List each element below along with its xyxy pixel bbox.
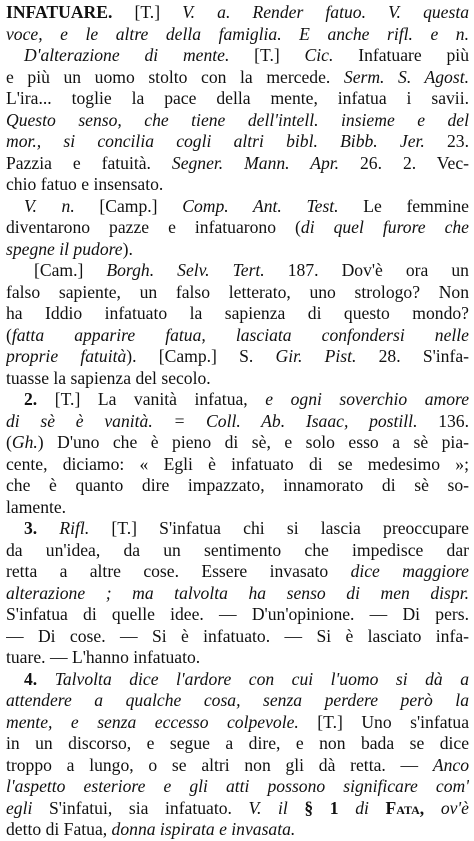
text-line [6,303,469,325]
text-segment: Le femmine [338,195,469,216]
text-segment: fatta apparire fatua, lasciata confondersi nelle [11,324,469,345]
text-segment: ). [Camp.] S. [126,346,276,366]
text-segment: e più un uomo stolto con la mercede. [6,66,344,87]
text-line [6,217,469,239]
text-line [6,153,469,175]
text-line [6,389,469,411]
text-segment: D'alterazione di mente. [24,45,230,65]
text-segment: — Di cose. — Si è infatuato. — Si è lasciato infa- [6,625,469,646]
text-segment: cente, diciamo: « Egli è infatuato di se medesimo »; [6,453,469,474]
text-segment: 26. 2. Vec- [339,152,469,173]
text-segment: V. il [248,797,288,818]
text-segment: e ogni soverchio amore [265,389,469,409]
text-segment: proprie fatuità [6,346,127,366]
text-line [6,368,469,390]
text-segment: ( [6,324,12,345]
text-segment: Anco [432,754,469,775]
text-segment [37,669,55,689]
text-segment: detto di Fatua, [6,819,112,839]
text-line [6,647,469,669]
text-segment: retta a altre cose. Essere invasato [6,561,351,581]
text-line [6,690,469,712]
text-segment: 187. Dov'è ora un [264,260,469,280]
text-segment: S'infatua di quelle idee. — D'un'opinione. — Di pers. [6,604,469,624]
text-segment: [Camp.] [74,195,183,216]
text-line [6,604,469,626]
text-segment: [T.] La vanità infatua, [37,389,266,409]
text-segment: lamente. [6,496,67,517]
text-segment: di sè è vanità. = Coll. Ab. Isaac, postill. [6,410,418,431]
text-segment: Cic. [304,45,334,65]
text-segment: mente, e senza eccesso colpevole. [6,711,299,732]
text-segment: S'infatui, sia infatuato. [32,797,249,818]
text-segment: da un'idea, da un sentimento che impedisce dar [6,539,469,560]
text-segment: ( [6,432,12,452]
text-line [6,110,469,132]
text-segment: Fata, [368,797,441,818]
text-segment: troppo a lungo, o se altri non gli dà retta. — [6,754,433,775]
text-line [6,174,469,196]
text-segment: chio fatuo e insensato. [6,174,164,194]
text-segment: 2. [24,389,38,409]
text-line [6,239,469,261]
text-segment: donna ispirata e invasata. [111,819,296,839]
text-line [6,712,469,734]
text-line [6,733,469,755]
text-segment: dice maggiore [350,561,469,581]
text-segment: ) D'uno che è pieno di sè, e solo esso a sè pia- [37,432,469,452]
text-line [6,583,469,605]
text-line [6,755,469,777]
text-segment: 3. [24,518,38,538]
text-line [6,88,469,110]
text-segment: falso sapiente, un falso letterato, uno strologo? Non [6,281,469,302]
text-line [6,282,469,304]
text-line [6,561,469,583]
text-segment: attendere a qualche cosa, senza perdere però la [6,690,469,710]
text-line [6,2,469,24]
text-segment: 136. [417,410,469,431]
text-segment: ). [122,238,133,259]
text-line [6,497,469,519]
text-line [6,798,469,820]
text-segment: Gh. [11,432,38,452]
text-segment: [T.] Uno s'infatua [298,711,469,732]
text-segment: V. n. [24,195,75,216]
text-segment: [T.] [112,2,183,22]
text-line [6,196,469,218]
text-segment: 4. [24,668,38,689]
text-line [6,67,469,89]
text-segment [37,518,59,538]
text-line [6,776,469,798]
text-segment: [T.] S'infatua chi si lascia preoccupare [89,518,469,538]
text-segment: 28. S'infa- [356,346,469,366]
text-segment: diventarono pazze e infatuarono ( [6,217,301,237]
text-segment: alterazione ; ma talvolta ha senso di men dispr. [6,582,469,603]
text-segment: Gir. Pist. [275,346,357,366]
text-line [6,454,469,476]
text-segment: voce, e le altre della famiglia. E anche rifl. e n. [6,23,469,44]
text-segment: Rifl. [59,518,90,538]
text-line [6,518,469,540]
text-segment: 23. [424,131,469,151]
text-segment: Infatuare più [333,45,469,65]
text-segment: [Cam.] [34,260,107,280]
text-line [6,669,469,691]
text-segment: § 1 [287,797,356,818]
text-segment: Comp. Ant. Test. [182,195,339,216]
text-segment: egli [6,797,33,818]
text-segment: spegne il pudore [6,238,123,259]
text-segment: Talvolta dice l'ardore con cui l'uomo si dà a [54,668,469,689]
text-segment: L'ira... toglie la pace della mente, infatua i savii. [6,88,469,108]
text-line [6,540,469,562]
text-line [6,819,469,841]
text-segment: [T.] [229,45,305,65]
text-segment: tuasse la sapienza del secolo. [6,367,211,388]
text-segment: in un discorso, e segue a dire, e non bada se dice [6,733,469,753]
text-line [6,346,469,368]
text-segment: tuare. — L'hanno infatuato. [6,647,201,667]
text-line [6,325,469,347]
text-segment: ha Iddio infatuato la sapienza di questo mondo? [6,303,469,323]
text-line [6,411,469,433]
text-segment: V. a. Render fatuo. V. questa [182,2,469,22]
text-line [6,626,469,648]
text-line [6,45,469,67]
text-segment: che è quanto dire impazzato, innamorato di sè so- [6,475,469,495]
text-line [6,131,469,153]
text-line [6,475,469,497]
text-line [6,260,469,282]
text-segment: l'aspetto esteriore e gli atti possono significare com' [6,776,469,796]
text-segment: Questo senso, che tiene dell'intell. insieme e del [6,109,469,130]
text-line [6,432,469,454]
text-segment: INFATUARE. [6,2,113,22]
text-segment: Borgh. Selv. Tert. [106,260,265,280]
text-line [6,24,469,46]
text-segment: mor., si concilia cogli altri bibl. Bibb. Jer. [6,131,425,151]
text-segment: di quel furore che [300,217,469,237]
text-segment: ov'è [440,797,469,818]
text-segment: Pazzia e fatuità. [6,152,172,173]
text-segment: Segner. Mann. Apr. [171,152,340,173]
text-segment: di [355,797,369,818]
text-segment: Serm. S. Agost. [343,66,469,87]
